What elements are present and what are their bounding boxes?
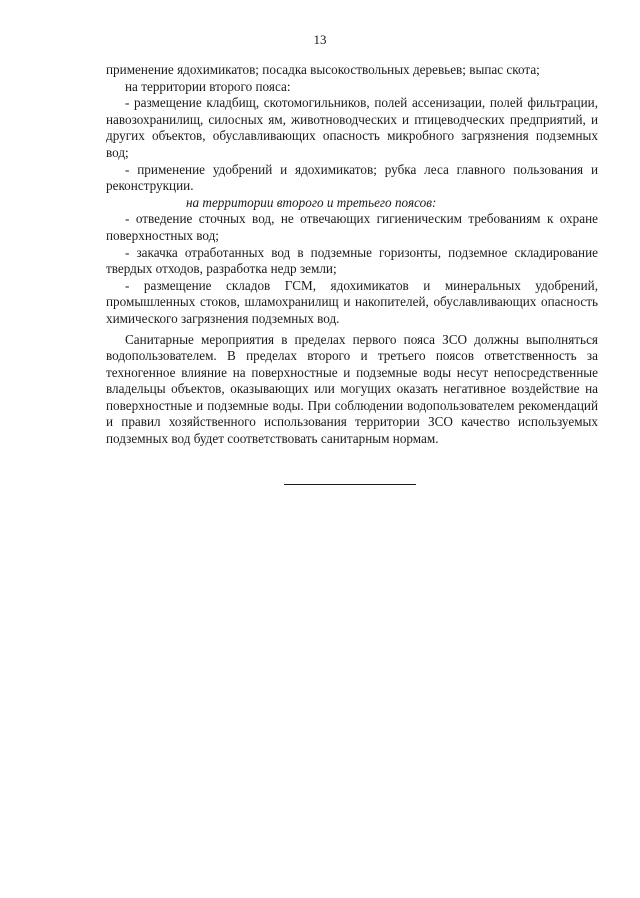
list-item-fuel-storage: - размещение складов ГСМ, ядохимикатов и минеральных удобрений, промышленных стоков, шламохранилищ и накопителей, обуславливающих опасность химического загрязнения подземных вод. [106,277,598,326]
list-item-injection: - закачка отработанных вод в подземные горизонты, подземное складирование твердых отходов, разработка недр земли; [106,244,598,277]
heading-second-zone: на территории второго пояса: [125,78,291,94]
end-of-text-rule [284,484,416,485]
paragraph-prohibited-first-zone-end: применение ядохимикатов; посадка высокоствольных деревьев; выпас скота; [106,62,540,77]
list-item-burial-sites: - размещение кладбищ, скотомогильников, полей ассенизации, полей фильтрации, навозохранилищ, силосных ям, животноводческих и птицеводческих предприятий, и других объектов, обуславливающих опасность микробного загрязнения подземных вод; [106,95,598,160]
page-number: 13 [313,32,327,47]
paragraph-sanitary-measures: Санитарные мероприятия в пределах первого пояса ЗСО должны выполняться водопользователем. В пределах второго и третьего поясов ответственность за техногенное влияние на поверхностные и подземные воды несут непосредственные владельцы объектов, оказывающих или могущих оказать негативное воздействие на поверхностные и подземные воды. При соблюдении водопользователем рекомендаций и правил хозяйственного использования территории ЗСО качество используемых подземных вод будет соответствовать санитарным нормам. [106,331,598,447]
list-item-wastewater: - отведение сточных вод, не отвечающих гигиеническим требованиям к охране поверхностных вод; [106,211,598,243]
document-body [106,62,598,448]
list-item-fertilizers: - применение удобрений и ядохимикатов; рубка леса главного пользования и реконструкции. [106,161,598,194]
heading-second-third-zones: на территории второго и третьего поясов: [186,194,437,210]
